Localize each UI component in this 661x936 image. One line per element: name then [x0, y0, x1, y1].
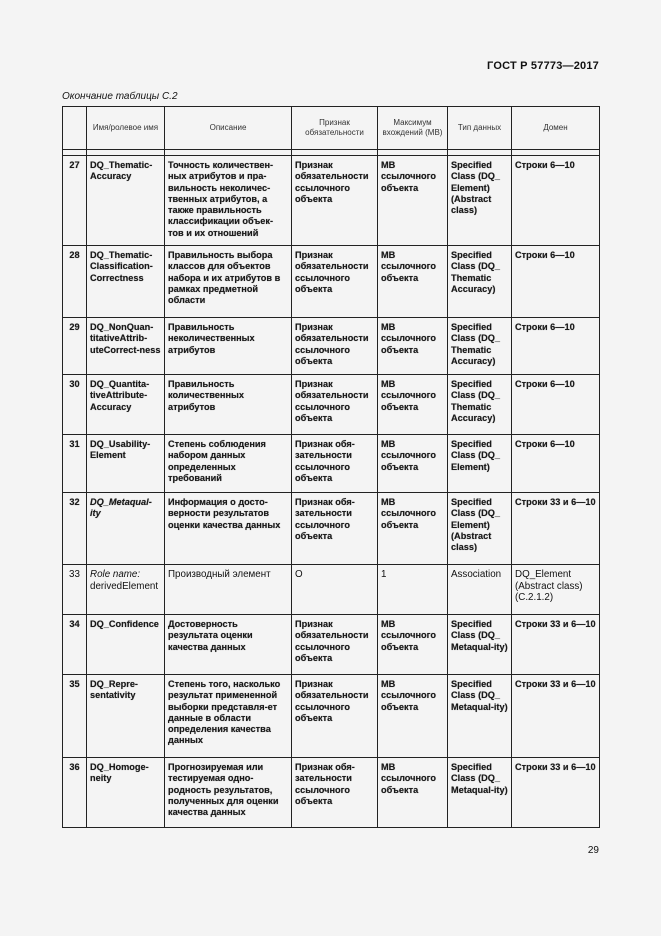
row-obligation: Признак обя-зательности ссылочного объекта — [292, 758, 378, 828]
row-domain: Строки 6—10 — [512, 246, 600, 318]
row-name: DQ_NonQuan-titativeAttrib-uteCorrect-ness — [87, 318, 165, 375]
row-obligation: Признак обязательности ссылочного объекта — [292, 375, 378, 435]
row-name: DQ_Homoge-neity — [87, 758, 165, 828]
row-obligation: Признак обязательности ссылочного объекта — [292, 318, 378, 375]
row-domain: Строки 6—10 — [512, 156, 600, 246]
col-header-number — [63, 107, 87, 150]
page-number: 29 — [587, 845, 599, 856]
row-obligation: Признак обязательности ссылочного объекта — [292, 615, 378, 675]
row-data-type: Specified Class (DQ_ Metaqual-ity) — [448, 675, 512, 758]
role-name-label: Role name: — [90, 569, 141, 580]
row-data-type: Specified Class (DQ_ Thematic Accuracy) — [448, 318, 512, 375]
row-max-occurrence: МВ ссылочного объекта — [378, 318, 448, 375]
row-number: 29 — [63, 318, 87, 375]
row-obligation: Признак обязательности ссылочного объекта — [292, 156, 378, 246]
col-header-name: Имя/ролевое имя — [87, 107, 165, 150]
row-max-occurrence: МВ ссылочного объекта — [378, 493, 448, 565]
row-obligation: O — [292, 565, 378, 615]
row-data-type: Association — [448, 565, 512, 615]
row-number: 32 — [63, 493, 87, 565]
col-header-data-type: Тип данных — [448, 107, 512, 150]
table-row — [63, 318, 600, 375]
row-max-occurrence: МВ ссылочного объекта — [378, 375, 448, 435]
row-name: DQ_Thematic-Classification-Correctness — [87, 246, 165, 318]
row-domain: Строки 33 и 6—10 — [512, 493, 600, 565]
row-description: Степень соблюдения набором данных определенных требований — [165, 435, 292, 493]
row-number: 31 — [63, 435, 87, 493]
table-row — [63, 435, 600, 493]
row-domain: Строки 6—10 — [512, 375, 600, 435]
row-max-occurrence: МВ ссылочного объекта — [378, 675, 448, 758]
row-max-occurrence: МВ ссылочного объекта — [378, 615, 448, 675]
row-domain: Строки 6—10 — [512, 435, 600, 493]
table-row — [63, 493, 600, 565]
row-name: DQ_Usability-Element — [87, 435, 165, 493]
row-data-type: Specified Class (DQ_ Element) (Abstract class) — [448, 493, 512, 565]
row-data-type: Specified Class (DQ_ Thematic Accuracy) — [448, 375, 512, 435]
row-domain: Строки 33 и 6—10 — [512, 615, 600, 675]
row-name: DQ_Thematic-Accuracy — [87, 156, 165, 246]
row-number: 30 — [63, 375, 87, 435]
row-description: Степень того, насколько результат примененной выборки представля-ет данные в области определения качества данных — [165, 675, 292, 758]
row-number: 27 — [63, 156, 87, 246]
row-name: DQ_Quantita-tiveAttribute-Accuracy — [87, 375, 165, 435]
row-description: Производный элемент — [165, 565, 292, 615]
row-description: Достоверность результата оценки качества данных — [165, 615, 292, 675]
row-max-occurrence: МВ ссылочного объекта — [378, 156, 448, 246]
col-header-obligation: Признак обязательности — [292, 107, 378, 150]
standard-number: ГОСТ Р 57773—2017 — [487, 60, 599, 72]
table-row — [63, 615, 600, 675]
row-obligation: Признак обя-зательности ссылочного объекта — [292, 493, 378, 565]
row-name: DQ_Confidence — [87, 615, 165, 675]
row-number: 36 — [63, 758, 87, 828]
row-number: 33 — [63, 565, 87, 615]
table-row — [63, 565, 600, 615]
row-obligation: Признак обя-зательности ссылочного объекта — [292, 435, 378, 493]
metadata-table — [62, 106, 600, 828]
row-max-occurrence: МВ ссылочного объекта — [378, 758, 448, 828]
col-header-description: Описание — [165, 107, 292, 150]
table-header-row — [63, 107, 600, 150]
table-caption: Окончание таблицы С.2 — [62, 91, 178, 102]
row-max-occurrence: МВ ссылочного объекта — [378, 435, 448, 493]
row-data-type: Specified Class (DQ_ Element) — [448, 435, 512, 493]
table-row — [63, 246, 600, 318]
row-number: 35 — [63, 675, 87, 758]
row-description: Информация о досто-верности результатов оценки качества данных — [165, 493, 292, 565]
table-row — [63, 156, 600, 246]
row-description: Прогнозируемая или тестируемая одно-родность результатов, полученных для оценки качества данных — [165, 758, 292, 828]
row-obligation: Признак обязательности ссылочного объекта — [292, 246, 378, 318]
col-header-max-occurrence: Максимум вхождений (МВ) — [378, 107, 448, 150]
row-description: Правильность выбора классов для объектов набора и их атрибутов в рамках предметной области — [165, 246, 292, 318]
row-name — [87, 565, 165, 615]
row-number: 34 — [63, 615, 87, 675]
row-data-type: Specified Class (DQ_ Metaqual-ity) — [448, 758, 512, 828]
row-name: DQ_Metaqual-ity — [87, 493, 165, 565]
table-row — [63, 375, 600, 435]
row-data-type: Specified Class (DQ_ Metaqual-ity) — [448, 615, 512, 675]
row-domain: Строки 6—10 — [512, 318, 600, 375]
row-obligation: Признак обязательности ссылочного объекта — [292, 675, 378, 758]
row-data-type: Specified Class (DQ_ Element) (Abstract class) — [448, 156, 512, 246]
row-domain: Строки 33 и 6—10 — [512, 675, 600, 758]
row-description: Правильность количественных атрибутов — [165, 375, 292, 435]
row-number: 28 — [63, 246, 87, 318]
row-description: Точность количествен-ных атрибутов и пра-вильность неколичес-твенных атрибутов, а также правильность классификации объек-тов и их отношений — [165, 156, 292, 246]
table-row — [63, 675, 600, 758]
row-domain: Строки 33 и 6—10 — [512, 758, 600, 828]
col-header-domain: Домен — [512, 107, 600, 150]
row-data-type: Specified Class (DQ_ Thematic Accuracy) — [448, 246, 512, 318]
table-row — [63, 758, 600, 828]
role-name-value: derivedElement — [90, 580, 159, 592]
row-domain: DQ_Element (Abstract class) (C.2.1.2) — [512, 565, 600, 615]
row-max-occurrence: МВ ссылочного объекта — [378, 246, 448, 318]
row-max-occurrence: 1 — [378, 565, 448, 615]
row-description: Правильность неколичественных атрибутов — [165, 318, 292, 375]
row-name: DQ_Repre-sentativity — [87, 675, 165, 758]
